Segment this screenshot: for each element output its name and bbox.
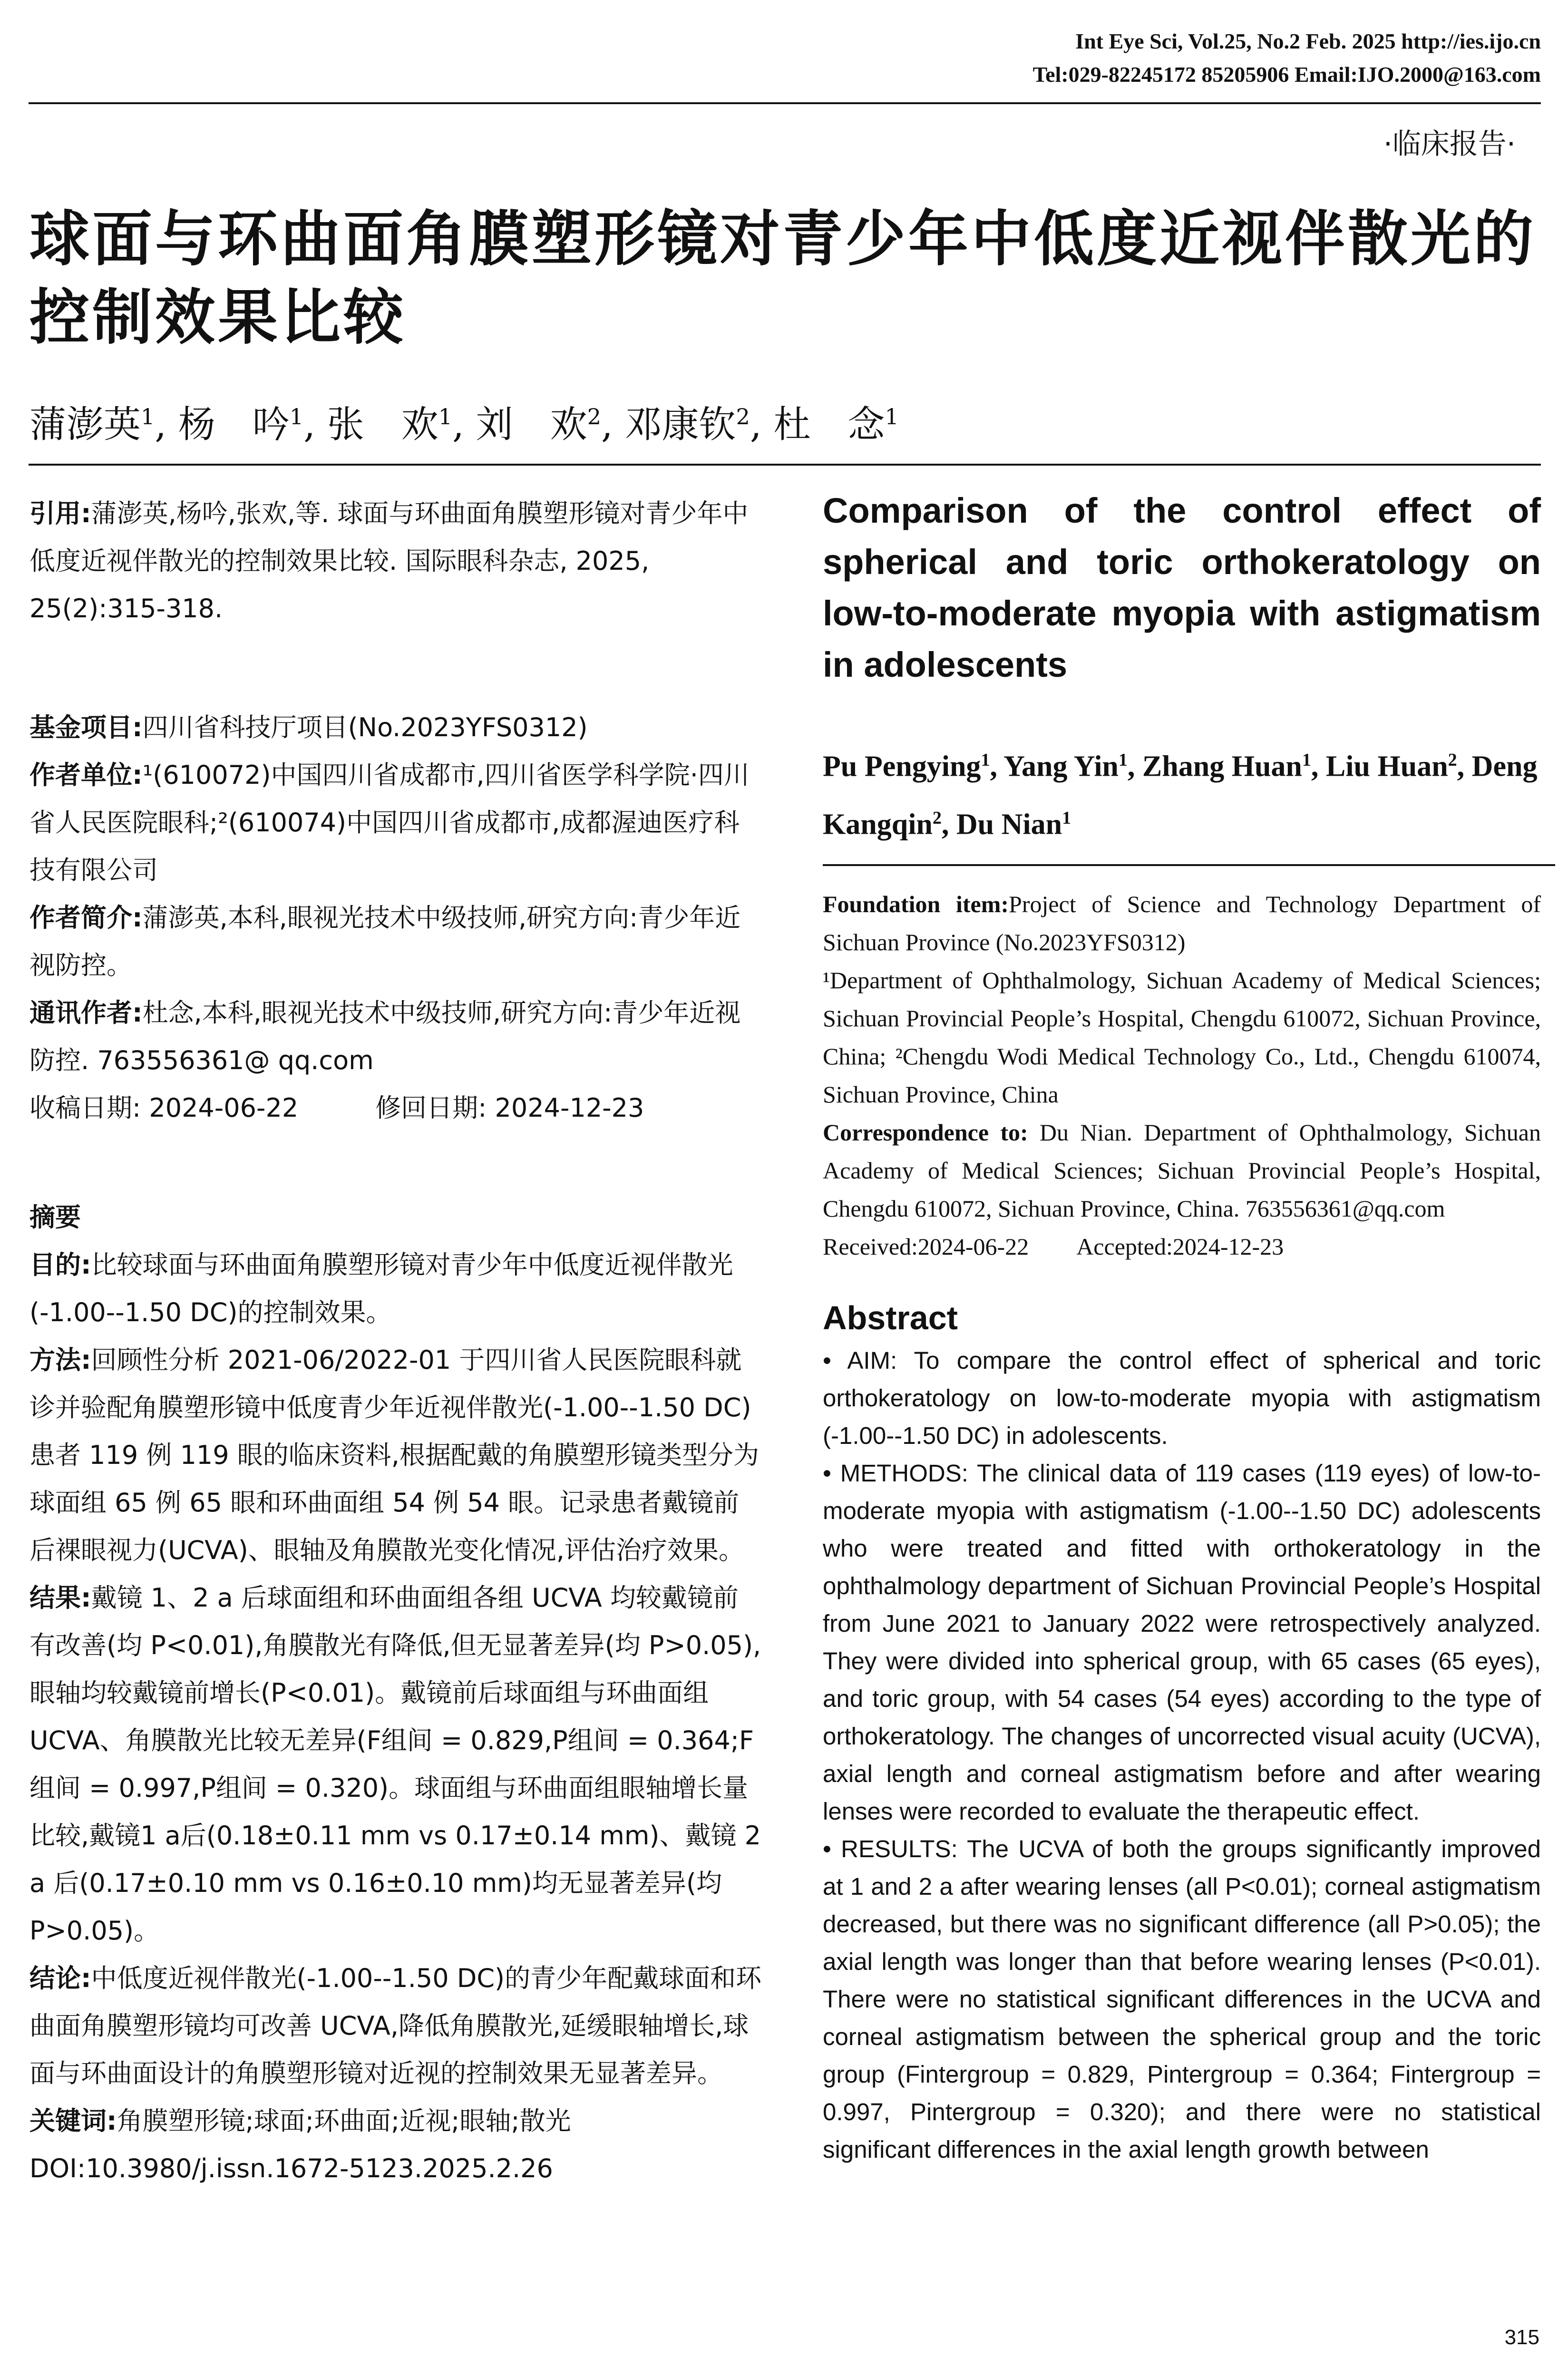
author-aff: 1: [885, 404, 899, 429]
aim-text: 比较球面与环曲面角膜塑形镜对青少年中低度近视伴散光(-1.00--1.50 DC)的控制效果。: [29, 1250, 733, 1327]
citation-text: 蒲澎英,杨吟,张欢,等. 球面与环曲面角膜塑形镜对青少年中低度近视伴散光的控制效果比较. 国际眼科杂志, 2025, 25(2):315-318.: [29, 498, 749, 623]
contact-line: Tel:029-82245172 85205906 Email:IJO.2000@163.com: [1032, 62, 1541, 87]
english-title: Comparison of the control effect of spherical and toric orthokeratology on low-to-moderate myopia with astigmatism in adolescents: [823, 491, 1541, 684]
doi: DOI:10.3980/j.issn.1672-5123.2025.2.26: [29, 2153, 553, 2183]
results-label-en: • RESULTS:: [823, 1835, 958, 1863]
english-author-list: Pu Pengying$^1$, Yang Yin$^1$, Zhang Huan$^1$, Liu Huan$^2$, Deng Kangqin$^2$, Du Nian$^1$: [823, 750, 1538, 841]
methods-label-en: • METHODS:: [823, 1460, 968, 1487]
unit: [29, 751, 762, 894]
en-dates: [823, 1227, 1541, 1266]
abs-methods-en: [823, 1454, 1541, 1830]
methods-label: 方法:: [29, 1345, 91, 1375]
corr-text: 杜念,本科,眼视光技术中级技师,研究方向:青少年近视防控. 763556361@ qq.com: [29, 998, 741, 1075]
corr: [29, 989, 762, 1084]
affiliations: ¹Department of Ophthalmology, Sichuan Academy of Medical Sciences; Sichuan Provincial People’s Hospital, Chengdu 610072, Sichuan Province, China; ²Chengdu Wodi Medical Technology Co., Ltd., Chengdu 610074, Sichuan Province, China: [823, 967, 1541, 1108]
author-name: 蒲澎英: [29, 403, 141, 446]
unit-label: 作者单位:: [29, 760, 143, 790]
header-rule: [29, 102, 1541, 104]
author-aff: 1: [981, 750, 990, 770]
author-name: Deng Kangqin: [823, 750, 1538, 841]
bio: [29, 894, 762, 989]
conclusion-text: 中低度近视伴散光(-1.00--1.50 DC)的青少年配戴球面和环曲面角膜塑形镜均可改善 UCVA,降低角膜散光,延缓眼轴增长,球面与环曲面设计的角膜塑形镜对近视的控制效果无显著差异。: [29, 1963, 762, 2088]
author-name: Yang Yin: [1003, 750, 1119, 783]
keywords-text: 角膜塑形镜;球面;环曲面;近视;眼轴;散光: [117, 2106, 571, 2136]
methods-text: 回顾性分析 2021-06/2022-01 于四川省人民医院眼科就诊并验配角膜塑形镜中低度青少年近视伴散光(-1.00--1.50 DC)患者 119 例 119 眼的临床资料,根据配戴的角膜塑形镜类型分为球面组 65 例 65 眼和环曲面组 54 例 54 眼。记录患者戴镜前后裸眼视力(UCVA)、眼轴及角膜散光变化情况,评估治疗效果。: [29, 1345, 759, 1565]
dates: [29, 1084, 762, 1132]
abs-results-en: [823, 1830, 1541, 2168]
author-aff: 1: [289, 404, 304, 429]
methods-text-en: The clinical data of 119 cases (119 eyes) of low-to-moderate myopia with astigmatism (-1.00--1.50 DC) adolescents who were treated and fitted with orthokeratology in the ophthalmology department of Sichuan Provincial People’s Hospital from June 2021 to January 2022 were retrospectively analyzed. They were divided into spherical group, with 65 cases (65 eyes), and toric group, with 54 cases (54 eyes) according to the type of orthokeratology. The changes of uncorrected visual acuity (UCVA), axial length and corneal astigmatism before and after wearing lenses were recorded to evaluate the therapeutic effect.: [823, 1460, 1541, 1825]
abs-results: [29, 1574, 762, 1955]
author-name: 杜 念: [773, 403, 885, 446]
abstract-heading: 摘要: [29, 1202, 81, 1232]
conclusion-label: 结论:: [29, 1963, 91, 1993]
author-aff: 2: [1448, 750, 1457, 770]
author-name: 张 欢: [327, 403, 438, 446]
right-rule: [823, 864, 1555, 866]
author-name: 杨 吟: [178, 403, 290, 446]
revised-date: 修回日期: 2024-12-23: [375, 1093, 644, 1123]
received-date: 收稿日期: 2024-06-22: [29, 1093, 299, 1123]
author-name: Zhang Huan: [1142, 750, 1302, 783]
foundation: [823, 885, 1541, 961]
correspondence-text: Du Nian. Department of Ophthalmology, Sichuan Academy of Medical Sciences; Sichuan Provincial People’s Hospital, Chengdu 610072, Sichuan Province, China. 763556361@qq.com: [823, 1119, 1541, 1222]
fund-label: 基金项目:: [29, 712, 143, 742]
author-aff: 1: [1302, 750, 1311, 770]
author-aff: 1: [141, 404, 155, 429]
fund-text: 四川省科技厅项目(No.2023YFS0312): [142, 712, 588, 742]
foundation-text: Project of Science and Technology Department of Sichuan Province (No.2023YFS0312): [823, 891, 1541, 956]
title-rule: [29, 464, 1541, 466]
abs-aim-en: [823, 1342, 1541, 1454]
abs-methods: [29, 1336, 762, 1574]
author-aff: 1: [1118, 750, 1128, 770]
corr-label: 通讯作者:: [29, 998, 143, 1028]
foundation-label: Foundation item:: [823, 891, 1009, 918]
author-name: Liu Huan: [1325, 750, 1448, 783]
abs-conclusion: [29, 1955, 762, 2097]
author-aff: 2: [587, 404, 601, 429]
right-column: [823, 485, 1541, 2168]
author-name: 邓康钦: [624, 403, 736, 446]
abs-aim: [29, 1241, 762, 1336]
results-label: 结果:: [29, 1583, 91, 1613]
citation: [29, 490, 762, 633]
author-aff: 1: [438, 404, 453, 429]
bio-text: 蒲澎英,本科,眼视光技术中级技师,研究方向:青少年近视防控。: [29, 903, 741, 980]
aim-text-en: To compare the control effect of spherical and toric orthokeratology on low-to-moderate myopia with astigmatism (-1.00--1.50 DC) in adolescents.: [823, 1347, 1541, 1450]
unit-text: ¹(610072)中国四川省成都市,四川省医学科学院·四川省人民医院眼科;²(610074)中国四川省成都市,成都渥迪医疗科技有限公司: [29, 760, 750, 885]
abstract-body-en: [823, 1342, 1541, 2168]
author-aff: 2: [932, 808, 942, 828]
page-number: 315: [1504, 2326, 1539, 2349]
section-label: ·临床报告·: [1383, 127, 1516, 161]
keywords: [29, 2097, 762, 2145]
author-aff: 1: [1062, 808, 1071, 828]
correspondence-label: Correspondence to:: [823, 1119, 1028, 1146]
left-column: [29, 490, 762, 2192]
fund: [29, 704, 762, 751]
author-aff: 2: [736, 404, 750, 429]
results-text-en: The UCVA of both the groups significantly improved at 1 and 2 a after wearing lenses (all P<0.01); corneal astigmatism decreased, but there was no significant difference (all P>0.05); the axial length was longer than that before wearing lenses (P<0.01). There were no statistical significant differences in the UCVA and corneal astigmatism between the spherical group and the toric group (Fintergroup = 0.829, Pintergroup = 0.364; Fintergroup = 0.997, Pintergroup = 0.320); and there were no statistical significant differences in the axial length growth between: [823, 1835, 1541, 2163]
bio-label: 作者简介:: [29, 903, 143, 933]
correspondence: [823, 1113, 1541, 1227]
author-name: 刘 欢: [476, 403, 587, 446]
abstract-heading-en: Abstract: [823, 1299, 958, 1337]
keywords-label: 关键词:: [29, 2106, 117, 2136]
aim-label: 目的:: [29, 1250, 91, 1280]
english-info: [823, 885, 1541, 1266]
results-text: 戴镜 1、2 a 后球面组和环曲面组各组 UCVA 均较戴镜前有改善(均 P<0.01),角膜散光有降低,但无显著差异(均 P>0.05),眼轴均较戴镜前增长(P<0.01)。戴镜前后球面组与环曲面组 UCVA、角膜散光比较无差异(F组间 = 0.829,P组间 = 0.364;F组间 = 0.997,P组间 = 0.320)。球面组与环曲面组眼轴增长量比较,戴镜1 a后(0.18±0.11 mm vs 0.17±0.14 mm)、戴镜 2 a 后(0.17±0.10 mm vs 0.16±0.10 mm)均无显著差异(均 P>0.05)。: [29, 1583, 761, 1946]
author-list: 蒲澎英$^1$, 杨 吟$^1$, 张 欢$^1$, 刘 欢$^2$, 邓康钦$^2$, 杜 念$^1$: [29, 403, 899, 446]
journal-line: Int Eye Sci, Vol.25, No.2 Feb. 2025 http://ies.ijo.cn: [1075, 29, 1541, 53]
aim-label-en: • AIM:: [823, 1347, 897, 1374]
author-name: Du Nian: [956, 808, 1062, 841]
article-title: 球面与环曲面角膜塑形镜对青少年中低度近视伴散光的控制效果比较: [29, 204, 1536, 352]
en-received: Received:2024-06-22: [823, 1233, 1029, 1260]
citation-label: 引用:: [29, 498, 91, 528]
author-name: Pu Pengying: [823, 750, 981, 783]
en-accepted: Accepted:2024-12-23: [1076, 1233, 1284, 1260]
